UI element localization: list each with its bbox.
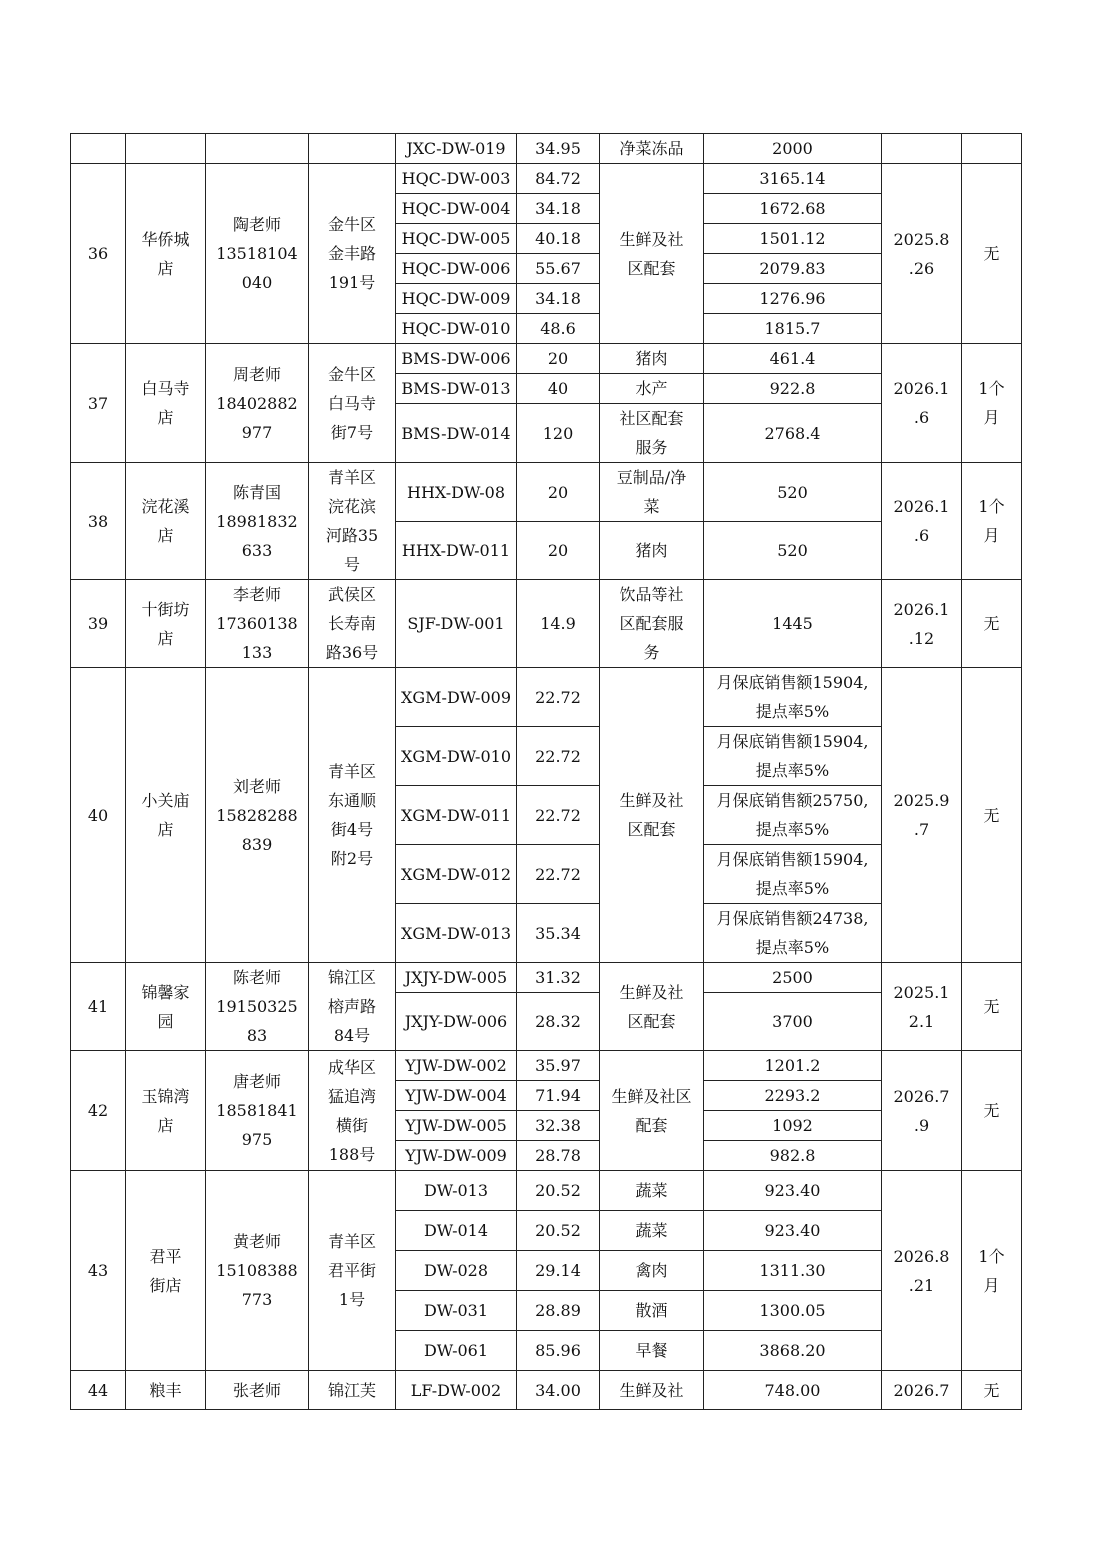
cell-type: 猪肉 — [600, 522, 704, 580]
cell-no: 39 — [71, 580, 126, 668]
cell-unit-code: HQC-DW-005 — [396, 224, 517, 254]
table-row — [71, 963, 1022, 993]
cell-area: 34.95 — [517, 134, 600, 164]
cell-area: 85.96 — [517, 1331, 600, 1371]
cell-address: 锦江芙 — [309, 1371, 396, 1410]
cell-contact: 陶老师 13518104 040 — [206, 164, 309, 344]
cell-amount: 520 — [704, 463, 882, 522]
cell-date: 2026.7 — [882, 1371, 962, 1410]
cell-unit-code: HHX-DW-08 — [396, 463, 517, 522]
cell-contact: 张老师 — [206, 1371, 309, 1410]
cell-area: 40 — [517, 374, 600, 404]
cell-amount: 520 — [704, 522, 882, 580]
cell-area: 120 — [517, 404, 600, 463]
table-row — [71, 344, 1022, 374]
cell-amount: 461.4 — [704, 344, 882, 374]
cell-unit-code: HQC-DW-003 — [396, 164, 517, 194]
cell-amount: 月保底销售额15904, 提点率5% — [704, 845, 882, 904]
cell-no: 37 — [71, 344, 126, 463]
cell-area: 20 — [517, 522, 600, 580]
cell-amount: 2500 — [704, 963, 882, 993]
cell-contact: 唐老师 18581841 975 — [206, 1051, 309, 1171]
cell-note: 无 — [962, 668, 1022, 963]
table-row — [71, 1371, 1022, 1410]
cell-amount: 月保底销售额24738, 提点率5% — [704, 904, 882, 963]
cell-no: 38 — [71, 463, 126, 580]
table-row — [71, 134, 1022, 164]
cell-unit-code: BMS-DW-013 — [396, 374, 517, 404]
cell-area: 20.52 — [517, 1171, 600, 1211]
cell-amount: 2000 — [704, 134, 882, 164]
cell-note: 无 — [962, 1371, 1022, 1410]
cell-area: 29.14 — [517, 1251, 600, 1291]
cell-amount: 月保底销售额15904, 提点率5% — [704, 668, 882, 727]
cell-type: 生鲜及社 — [600, 1371, 704, 1410]
cell-area: 48.6 — [517, 314, 600, 344]
cell-amount: 1672.68 — [704, 194, 882, 224]
cell-type: 生鲜及社 区配套 — [600, 164, 704, 344]
cell-type: 生鲜及社 区配套 — [600, 963, 704, 1051]
cell-unit-code: DW-028 — [396, 1251, 517, 1291]
cell-address: 成华区 猛追湾 横街 188号 — [309, 1051, 396, 1171]
cell-no: 44 — [71, 1371, 126, 1410]
cell-amount: 1815.7 — [704, 314, 882, 344]
cell-store: 君平 街店 — [126, 1171, 206, 1371]
cell-unit-code: DW-031 — [396, 1291, 517, 1331]
cell-unit-code: HQC-DW-010 — [396, 314, 517, 344]
cell-area: 55.67 — [517, 254, 600, 284]
cell-address: 青羊区 浣花滨 河路35 号 — [309, 463, 396, 580]
cell-type: 猪肉 — [600, 344, 704, 374]
cell-unit-code: XGM-DW-011 — [396, 786, 517, 845]
cell-address: 武侯区 长寿南 路36号 — [309, 580, 396, 668]
cell-unit-code: XGM-DW-013 — [396, 904, 517, 963]
cell-date: 2025.9 .7 — [882, 668, 962, 963]
cell-type: 净菜冻品 — [600, 134, 704, 164]
cell-area: 22.72 — [517, 786, 600, 845]
table-row — [71, 463, 1022, 522]
cell-amount: 923.40 — [704, 1171, 882, 1211]
cell-store: 华侨城 店 — [126, 164, 206, 344]
cell-type: 蔬菜 — [600, 1171, 704, 1211]
cell-area: 20 — [517, 463, 600, 522]
cell-amount: 月保底销售额25750, 提点率5% — [704, 786, 882, 845]
cell-amount: 1501.12 — [704, 224, 882, 254]
cell-area: 22.72 — [517, 727, 600, 786]
cell-amount: 923.40 — [704, 1211, 882, 1251]
cell-type: 水产 — [600, 374, 704, 404]
cell-unit-code: BMS-DW-014 — [396, 404, 517, 463]
cell-note: 1个 月 — [962, 1171, 1022, 1371]
cell-area: 71.94 — [517, 1081, 600, 1111]
cell-contact: 周老师 18402882 977 — [206, 344, 309, 463]
cell-amount: 748.00 — [704, 1371, 882, 1410]
cell-unit-code: DW-013 — [396, 1171, 517, 1211]
lease-table — [70, 133, 1022, 1410]
cell-note: 无 — [962, 1051, 1022, 1171]
cell-amount: 922.8 — [704, 374, 882, 404]
cell-date — [882, 134, 962, 164]
cell-address — [309, 134, 396, 164]
table-row — [71, 1171, 1022, 1211]
cell-unit-code: DW-061 — [396, 1331, 517, 1371]
cell-unit-code: HQC-DW-004 — [396, 194, 517, 224]
cell-amount: 1092 — [704, 1111, 882, 1141]
cell-store: 小关庙 店 — [126, 668, 206, 963]
cell-amount: 3868.20 — [704, 1331, 882, 1371]
cell-type: 散酒 — [600, 1291, 704, 1331]
cell-amount: 1276.96 — [704, 284, 882, 314]
cell-note — [962, 134, 1022, 164]
cell-unit-code: LF-DW-002 — [396, 1371, 517, 1410]
table-row — [71, 164, 1022, 194]
cell-unit-code: HQC-DW-006 — [396, 254, 517, 284]
cell-unit-code: YJW-DW-009 — [396, 1141, 517, 1171]
cell-note: 1个 月 — [962, 344, 1022, 463]
cell-amount: 1300.05 — [704, 1291, 882, 1331]
cell-unit-code: BMS-DW-006 — [396, 344, 517, 374]
cell-date: 2026.1 .12 — [882, 580, 962, 668]
cell-unit-code: JXC-DW-019 — [396, 134, 517, 164]
cell-unit-code: YJW-DW-004 — [396, 1081, 517, 1111]
cell-unit-code: JXJY-DW-005 — [396, 963, 517, 993]
cell-contact: 李老师 17360138 133 — [206, 580, 309, 668]
cell-unit-code: HQC-DW-009 — [396, 284, 517, 314]
cell-amount: 月保底销售额15904, 提点率5% — [704, 727, 882, 786]
cell-date: 2026.8 .21 — [882, 1171, 962, 1371]
cell-area: 20.52 — [517, 1211, 600, 1251]
cell-amount: 2079.83 — [704, 254, 882, 284]
cell-date: 2025.1 2.1 — [882, 963, 962, 1051]
cell-type: 蔬菜 — [600, 1211, 704, 1251]
cell-date: 2026.1 .6 — [882, 463, 962, 580]
cell-date: 2025.8 .26 — [882, 164, 962, 344]
cell-type: 饮品等社 区配套服 务 — [600, 580, 704, 668]
cell-unit-code: YJW-DW-005 — [396, 1111, 517, 1141]
cell-date: 2026.7 .9 — [882, 1051, 962, 1171]
cell-type: 社区配套 服务 — [600, 404, 704, 463]
cell-area: 32.38 — [517, 1111, 600, 1141]
table-row — [71, 1051, 1022, 1081]
cell-type: 生鲜及社区 配套 — [600, 1051, 704, 1171]
cell-area: 40.18 — [517, 224, 600, 254]
cell-contact: 陈老师 19150325 83 — [206, 963, 309, 1051]
cell-store: 十街坊 店 — [126, 580, 206, 668]
cell-area: 31.32 — [517, 963, 600, 993]
cell-area: 28.78 — [517, 1141, 600, 1171]
cell-unit-code: XGM-DW-012 — [396, 845, 517, 904]
cell-type: 豆制品/净 菜 — [600, 463, 704, 522]
cell-type: 禽肉 — [600, 1251, 704, 1291]
cell-store: 粮丰 — [126, 1371, 206, 1410]
cell-address: 金牛区 白马寺 街7号 — [309, 344, 396, 463]
cell-no: 43 — [71, 1171, 126, 1371]
cell-amount: 1445 — [704, 580, 882, 668]
cell-type: 生鲜及社 区配套 — [600, 668, 704, 963]
cell-amount: 3165.14 — [704, 164, 882, 194]
cell-area: 34.00 — [517, 1371, 600, 1410]
cell-amount: 1201.2 — [704, 1051, 882, 1081]
cell-area: 35.97 — [517, 1051, 600, 1081]
cell-note: 无 — [962, 963, 1022, 1051]
cell-note: 无 — [962, 164, 1022, 344]
cell-area: 22.72 — [517, 845, 600, 904]
table-row — [71, 668, 1022, 727]
cell-note: 无 — [962, 580, 1022, 668]
cell-no: 40 — [71, 668, 126, 963]
cell-amount: 1311.30 — [704, 1251, 882, 1291]
cell-unit-code: HHX-DW-011 — [396, 522, 517, 580]
cell-store: 锦馨家 园 — [126, 963, 206, 1051]
cell-address: 金牛区 金丰路 191号 — [309, 164, 396, 344]
cell-contact — [206, 134, 309, 164]
cell-unit-code: XGM-DW-010 — [396, 727, 517, 786]
cell-date: 2026.1 .6 — [882, 344, 962, 463]
cell-address: 青羊区 君平街 1号 — [309, 1171, 396, 1371]
table-row — [71, 580, 1022, 668]
cell-area: 84.72 — [517, 164, 600, 194]
cell-unit-code: YJW-DW-002 — [396, 1051, 517, 1081]
cell-unit-code: SJF-DW-001 — [396, 580, 517, 668]
cell-area: 35.34 — [517, 904, 600, 963]
cell-no — [71, 134, 126, 164]
cell-area: 28.32 — [517, 993, 600, 1051]
cell-address: 青羊区 东通顺 街4号 附2号 — [309, 668, 396, 963]
cell-store — [126, 134, 206, 164]
cell-area: 34.18 — [517, 194, 600, 224]
cell-unit-code: DW-014 — [396, 1211, 517, 1251]
cell-area: 14.9 — [517, 580, 600, 668]
cell-area: 20 — [517, 344, 600, 374]
cell-area: 34.18 — [517, 284, 600, 314]
cell-amount: 2768.4 — [704, 404, 882, 463]
cell-unit-code: XGM-DW-009 — [396, 668, 517, 727]
cell-store: 白马寺 店 — [126, 344, 206, 463]
cell-contact: 陈青国 18981832 633 — [206, 463, 309, 580]
cell-type: 早餐 — [600, 1331, 704, 1371]
cell-amount: 2293.2 — [704, 1081, 882, 1111]
cell-amount: 3700 — [704, 993, 882, 1051]
cell-no: 36 — [71, 164, 126, 344]
cell-contact: 刘老师 15828288 839 — [206, 668, 309, 963]
cell-area: 28.89 — [517, 1291, 600, 1331]
cell-amount: 982.8 — [704, 1141, 882, 1171]
cell-no: 41 — [71, 963, 126, 1051]
cell-no: 42 — [71, 1051, 126, 1171]
cell-note: 1个 月 — [962, 463, 1022, 580]
cell-address: 锦江区 榕声路 84号 — [309, 963, 396, 1051]
cell-area: 22.72 — [517, 668, 600, 727]
cell-store: 玉锦湾 店 — [126, 1051, 206, 1171]
cell-contact: 黄老师 15108388 773 — [206, 1171, 309, 1371]
cell-unit-code: JXJY-DW-006 — [396, 993, 517, 1051]
cell-store: 浣花溪 店 — [126, 463, 206, 580]
